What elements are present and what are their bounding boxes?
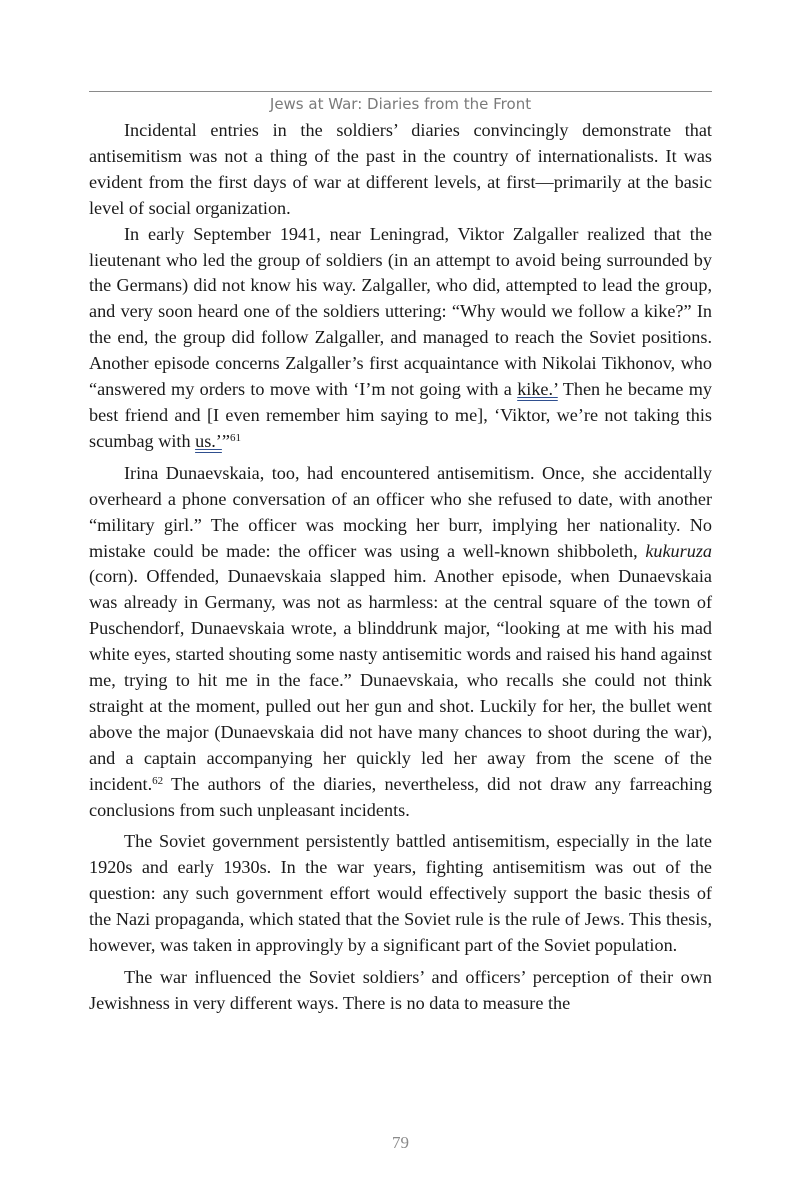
paragraph-3-text-b: (corn). Offended, Dunaevskaia slapped him. Another episode, when Dunaevskaia was already in Germany, was not as harmless: at the central square of the town of Puschendorf, Dunaevskaia wrote, a blinddrunk major, “looking at me with his mad white eyes, started shouting some nasty antisemitic words and raised his hand against me, trying to hit me in the face.” Dunaevskaia, who recalls she could not think straight at the moment, pulled out her gun and shot. Luckily for her, the bullet went above the major (Dunaevskaia did not have many chances to shoot during the war), and a captain accompanying her quickly led her away from the scene of the incident. xyxy=(89,566,712,794)
paragraph-3 xyxy=(89,461,712,824)
paragraph-4: The Soviet government persistently battled antisemitism, especially in the late 1920s and early 1930s. In the war years, fighting antisemitism was out of the question: any such government effort would effectively support the basic thesis of the Nazi propaganda, which stated that the Soviet rule is the rule of Jews. This thesis, however, was taken in approvingly by a significant part of the Soviet population. xyxy=(89,831,712,956)
body-text xyxy=(89,118,712,1017)
header-rule xyxy=(89,91,712,92)
highlighted-word-kike: kike.’ xyxy=(517,379,558,400)
book-page xyxy=(89,0,712,1191)
paragraph-5: The war influenced the Soviet soldiers’ and officers’ perception of their own Jewishness in very different ways. There is no data to measure the xyxy=(89,967,712,1013)
paragraph-2-text-a: In early September 1941, near Leningrad, Viktor Zalgaller realized that the lieutenant who led the group of soldiers (in an attempt to avoid being surrounded by the Germans) did not know his way. Zalgaller, who did, attempted to lead the group, and very soon heard one of the soldiers uttering: “Why would we follow a kike?” In the end, the group did follow Zalgaller, and managed to reach the Soviet positions. Another episode concerns Zalgaller’s first acquaintance with Nikolai Tikhonov, who “answered my orders to move with ‘I’m not going with a xyxy=(89,223,712,400)
paragraph-2 xyxy=(89,222,712,455)
paragraph-2-text-b: Then he became my best friend and [I even remember him saying to me], ‘Viktor, we’re not taking this scumbag with xyxy=(89,379,713,451)
footnote-ref-61: 61 xyxy=(229,431,241,444)
paragraph-3-text-a: Irina Dunaevskaia, too, had encountered antisemitism. Once, she accidentally overheard a phone conversation of an officer who she refused to date, with another “military girl.” The officer was mocking her burr, implying her nationality. No mistake could be made: the officer was using a well-known shibboleth, xyxy=(89,462,712,561)
footnote-ref-62: 62 xyxy=(152,774,164,787)
highlighted-word-us: us.’ xyxy=(195,430,222,451)
page-number: 79 xyxy=(392,1133,409,1152)
running-header: Jews at War: Diaries from the Front xyxy=(269,95,532,113)
closing-quote: ” xyxy=(221,430,230,451)
paragraph-1: Incidental entries in the soldiers’ diaries convincingly demonstrate that antisemitism was not a thing of the past in the country of internationalists. It was evident from the first days of war at different levels, at first—primarily at the basic level of social organization. xyxy=(89,120,712,218)
paragraph-3-text-c: The authors of the diaries, nevertheless, did not draw any farreaching conclusions from such unpleasant incidents. xyxy=(89,773,712,820)
italic-word-kukuruza: kukuruza xyxy=(645,540,712,561)
